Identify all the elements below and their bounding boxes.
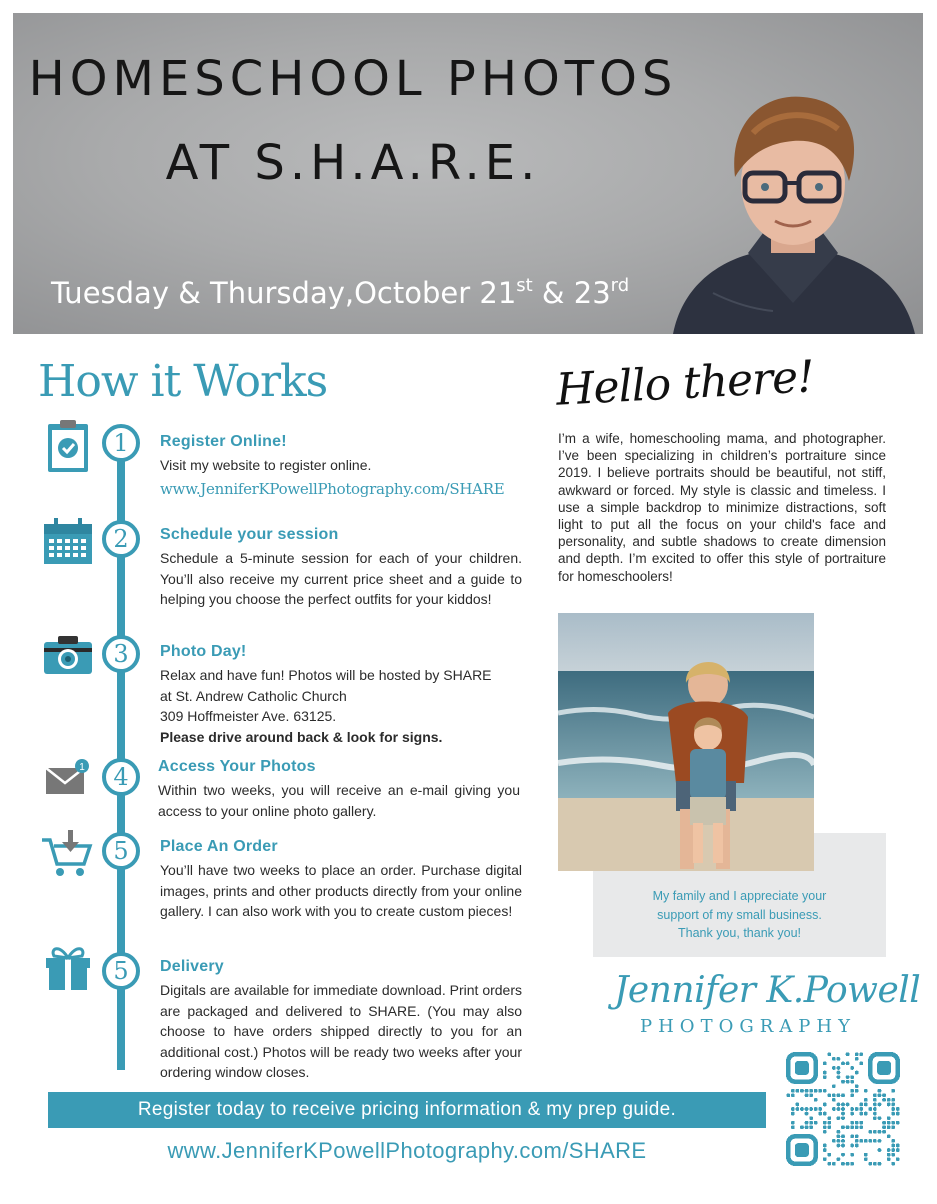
- qr-module: [869, 1162, 873, 1166]
- mail-notification-icon: [40, 752, 96, 808]
- brand-subtitle: PHOTOGRAPHY: [640, 1016, 856, 1037]
- qr-module: [823, 1144, 827, 1148]
- qr-module: [891, 1125, 895, 1129]
- qr-module: [814, 1107, 818, 1111]
- qr-module: [896, 1112, 900, 1116]
- qr-module: [873, 1098, 877, 1102]
- step-text: Visit my website to register online.: [160, 457, 372, 473]
- register-cta-banner: Register today to receive pricing information & my prep guide.: [48, 1092, 766, 1128]
- qr-module: [823, 1130, 827, 1134]
- qr-module: [832, 1162, 836, 1166]
- qr-module: [809, 1125, 813, 1129]
- event-date: Tuesday & Thursday,October 21st & 23rd: [51, 275, 630, 310]
- step-place-order: [160, 838, 522, 922]
- qr-module: [846, 1125, 850, 1129]
- qr-module: [846, 1162, 850, 1166]
- qr-module: [823, 1062, 827, 1066]
- qr-module: [800, 1089, 804, 1093]
- step-access-photos: [158, 758, 520, 821]
- qr-module: [846, 1062, 850, 1066]
- qr-module: [827, 1121, 831, 1125]
- qr-module: [823, 1075, 827, 1079]
- qr-module: [814, 1121, 818, 1125]
- qr-module: [855, 1144, 859, 1148]
- qr-module: [855, 1107, 859, 1111]
- qr-module: [837, 1139, 841, 1143]
- gift-icon: [40, 938, 96, 994]
- qr-module: [805, 1107, 809, 1111]
- qr-module: [805, 1112, 809, 1116]
- qr-module: [823, 1071, 827, 1075]
- qr-module: [832, 1098, 836, 1102]
- qr-module: [850, 1144, 854, 1148]
- qr-module: [823, 1148, 827, 1152]
- notification-badge: 1: [79, 762, 85, 773]
- qr-module: [827, 1116, 831, 1120]
- qr-module: [841, 1139, 845, 1143]
- qr-module: [878, 1089, 882, 1093]
- qr-module: [841, 1162, 845, 1166]
- qr-module: [832, 1139, 836, 1143]
- venue-address: 309 Hoffmeister Ave. 63125.: [160, 708, 337, 724]
- qr-module: [896, 1121, 900, 1125]
- qr-module: [832, 1057, 836, 1061]
- qr-module: [891, 1162, 895, 1166]
- step-number-5: 5: [102, 832, 140, 870]
- qr-module: [878, 1139, 882, 1143]
- brand-signature: Jennifer K.Powell: [614, 970, 921, 1011]
- qr-module: [841, 1125, 845, 1129]
- qr-module: [869, 1130, 873, 1134]
- hello-greeting: Hello there!: [554, 351, 816, 416]
- qr-module: [873, 1107, 877, 1111]
- qr-module: [891, 1153, 895, 1157]
- qr-module: [837, 1135, 841, 1139]
- qr-module: [882, 1130, 886, 1134]
- qr-module: [896, 1107, 900, 1111]
- qr-module: [841, 1112, 845, 1116]
- qr-module: [850, 1089, 854, 1093]
- qr-module: [882, 1121, 886, 1125]
- how-it-works-heading: How it Works: [38, 356, 328, 407]
- qr-module: [873, 1103, 877, 1107]
- qr-module: [805, 1089, 809, 1093]
- step-number-1: 1: [102, 424, 140, 462]
- family-beach-photo: [558, 613, 814, 871]
- qr-module: [786, 1093, 790, 1097]
- qr-module: [846, 1103, 850, 1107]
- qr-module: [818, 1107, 822, 1111]
- qr-module: [873, 1162, 877, 1166]
- qr-module: [887, 1098, 891, 1102]
- qr-module: [859, 1062, 863, 1066]
- qr-module: [864, 1103, 868, 1107]
- step-number-2: 2: [102, 520, 140, 558]
- qr-module: [855, 1121, 859, 1125]
- qr-module: [818, 1089, 822, 1093]
- clipboard-check-icon: [40, 418, 96, 474]
- qr-module: [837, 1116, 841, 1120]
- qr-module: [823, 1121, 827, 1125]
- qr-module: [887, 1121, 891, 1125]
- step-text: Digitals are available for immediate download. Print orders are packaged and delivered to SHARE. (You may also choose to have orders shipped directly to you for an additional cost.) Photos will be ready two weeks after your ordering window closes.: [160, 982, 522, 1080]
- qr-module: [818, 1112, 822, 1116]
- qr-module: [805, 1125, 809, 1129]
- qr-module: [873, 1112, 877, 1116]
- qr-module: [864, 1157, 868, 1161]
- qr-module: [859, 1103, 863, 1107]
- qr-module: [846, 1075, 850, 1079]
- qr-module: [896, 1148, 900, 1152]
- step-title: Schedule your session: [160, 526, 339, 543]
- qr-module: [859, 1125, 863, 1129]
- qr-module: [814, 1089, 818, 1093]
- qr-module: [859, 1052, 863, 1056]
- qr-module: [809, 1107, 813, 1111]
- qr-module: [891, 1107, 895, 1111]
- qr-module: [887, 1116, 891, 1120]
- qr-module: [878, 1116, 882, 1120]
- qr-module: [850, 1093, 854, 1097]
- qr-module: [855, 1125, 859, 1129]
- qr-module: [823, 1157, 827, 1161]
- qr-module: [850, 1080, 854, 1084]
- qr-module: [891, 1144, 895, 1148]
- qr-module: [837, 1071, 841, 1075]
- step-text: Schedule a 5-minute session for each of your children. You’ll also receive my current price sheet and a guide to helping you choose the perfect outfits for your kiddos!: [160, 550, 522, 607]
- qr-module: [887, 1157, 891, 1161]
- qr-module: [891, 1148, 895, 1152]
- step-title: Place An Order: [160, 838, 278, 855]
- qr-module: [850, 1125, 854, 1129]
- qr-module: [791, 1093, 795, 1097]
- qr-module: [841, 1144, 845, 1148]
- qr-module: [809, 1121, 813, 1125]
- qr-module: [791, 1125, 795, 1129]
- qr-module: [846, 1052, 850, 1056]
- qr-module: [809, 1093, 813, 1097]
- qr-module: [882, 1125, 886, 1129]
- qr-module: [859, 1112, 863, 1116]
- step-title: Delivery: [160, 958, 224, 975]
- register-link[interactable]: www.JenniferKPowellPhotography.com/SHARE: [160, 479, 505, 498]
- qr-module: [878, 1130, 882, 1134]
- qr-module: [809, 1089, 813, 1093]
- step-number-6: 5: [102, 952, 140, 990]
- qr-module: [864, 1089, 868, 1093]
- qr-module: [823, 1112, 827, 1116]
- qr-module: [869, 1139, 873, 1143]
- child-portrait-image: [653, 73, 923, 334]
- qr-module: [827, 1093, 831, 1097]
- qr-module: [832, 1084, 836, 1088]
- qr-module: [855, 1071, 859, 1075]
- qr-module: [855, 1135, 859, 1139]
- qr-module: [827, 1153, 831, 1157]
- qr-module: [864, 1153, 868, 1157]
- qr-module: [832, 1093, 836, 1097]
- qr-module: [837, 1130, 841, 1134]
- qr-module: [837, 1093, 841, 1097]
- qr-module: [796, 1103, 800, 1107]
- step-schedule-session: [160, 526, 522, 610]
- qr-module: [891, 1112, 895, 1116]
- qr-module: [887, 1125, 891, 1129]
- qr-module: [841, 1103, 845, 1107]
- qr-module: [841, 1135, 845, 1139]
- qr-module: [837, 1107, 841, 1111]
- qr-module: [855, 1052, 859, 1056]
- qr-module: [846, 1080, 850, 1084]
- footer-website-link[interactable]: www.JenniferKPowellPhotography.com/SHARE: [167, 1138, 647, 1163]
- qr-module: [837, 1057, 841, 1061]
- step-photo-day: [160, 643, 522, 747]
- title-line-2: AT S.H.A.R.E.: [165, 135, 541, 191]
- title-line-1: HOMESCHOOL PHOTOS: [28, 51, 678, 107]
- qr-module: [805, 1121, 809, 1125]
- qr-module: [850, 1075, 854, 1079]
- qr-module: [864, 1139, 868, 1143]
- qr-module: [791, 1107, 795, 1111]
- qr-module: [841, 1153, 845, 1157]
- qr-module: [800, 1125, 804, 1129]
- qr-module: [841, 1116, 845, 1120]
- camera-icon: [40, 628, 96, 684]
- qr-module: [837, 1157, 841, 1161]
- qr-module: [827, 1052, 831, 1056]
- step-delivery: [160, 958, 522, 1083]
- qr-module: [832, 1107, 836, 1111]
- qr-module: [827, 1125, 831, 1129]
- caption-text: My family and I appreciate your support of my small business. Thank you, thank you!: [652, 889, 827, 940]
- qr-module: [887, 1148, 891, 1152]
- qr-module: [796, 1089, 800, 1093]
- qr-module: [850, 1066, 854, 1070]
- qr-module: [841, 1062, 845, 1066]
- qr-module: [841, 1080, 845, 1084]
- header-banner: [13, 13, 923, 334]
- qr-module: [855, 1139, 859, 1143]
- qr-module: [809, 1116, 813, 1120]
- qr-module: [887, 1103, 891, 1107]
- qr-module: [841, 1093, 845, 1097]
- qr-module: [878, 1148, 882, 1152]
- qr-module: [841, 1107, 845, 1111]
- qr-module: [873, 1130, 877, 1134]
- qr-module: [878, 1093, 882, 1097]
- step-text: You’ll have two weeks to place an order. Purchase digital images, prints and other products directly from your online gallery. I can also work with you to create custom pieces!: [160, 862, 522, 919]
- qr-module: [827, 1162, 831, 1166]
- qr-module: [896, 1144, 900, 1148]
- qr-module: [891, 1089, 895, 1093]
- qr-module: [891, 1103, 895, 1107]
- qr-module: [855, 1084, 859, 1088]
- qr-module: [864, 1112, 868, 1116]
- qr-module: [805, 1093, 809, 1097]
- qr-module: [887, 1135, 891, 1139]
- qr-module: [850, 1153, 854, 1157]
- qr-module: [878, 1162, 882, 1166]
- qr-module: [859, 1139, 863, 1143]
- qr-module: [850, 1135, 854, 1139]
- qr-module: [873, 1116, 877, 1120]
- qr-module: [791, 1121, 795, 1125]
- qr-module: [855, 1089, 859, 1093]
- calendar-icon: [40, 514, 96, 570]
- qr-module: [887, 1153, 891, 1157]
- qr-module: [837, 1103, 841, 1107]
- qr-code[interactable]: [786, 1052, 900, 1166]
- qr-module: [855, 1057, 859, 1061]
- step-text-line: Relax and have fun! Photos will be hosted by SHARE: [160, 667, 492, 683]
- qr-module: [850, 1162, 854, 1166]
- venue-name: at St. Andrew Catholic Church: [160, 687, 347, 704]
- qr-module: [873, 1093, 877, 1097]
- qr-module: [859, 1107, 863, 1111]
- qr-module: [796, 1107, 800, 1111]
- step-number-3: 3: [102, 635, 140, 673]
- qr-module: [837, 1075, 841, 1079]
- step-title: Register Online!: [160, 433, 287, 450]
- qr-module: [882, 1093, 886, 1097]
- qr-module: [850, 1107, 854, 1111]
- qr-module: [891, 1139, 895, 1143]
- qr-module: [896, 1157, 900, 1161]
- qr-module: [878, 1103, 882, 1107]
- qr-module: [859, 1121, 863, 1125]
- about-text: I’m a wife, homeschooling mama, and photographer. I’ve been specializing in children’s portraiture since 2019. I believe portraits should be beautiful, not stiff, awkward or forced. My style is classic and timeless. I use a simple backdrop to minimize distractions, soft light to put all the focus on your child's face and personality, and subtle shadows to create dimension and depth. I’m excited to offer this style of portraiture for homeschoolers!: [558, 431, 886, 584]
- qr-module: [837, 1066, 841, 1070]
- qr-module: [891, 1121, 895, 1125]
- step-text: Within two weeks, you will receive an e-mail giving you access to your online photo gallery.: [158, 782, 520, 819]
- step-register-online: [160, 433, 522, 498]
- qr-module: [891, 1098, 895, 1102]
- step-title: Access Your Photos: [158, 758, 316, 775]
- step-number-4: 4: [102, 758, 140, 796]
- qr-module: [791, 1089, 795, 1093]
- qr-module: [832, 1066, 836, 1070]
- qr-module: [823, 1125, 827, 1129]
- qr-module: [850, 1112, 854, 1116]
- shopping-cart-icon: [40, 828, 96, 884]
- qr-module: [873, 1139, 877, 1143]
- qr-module: [864, 1098, 868, 1102]
- step-title: Photo Day!: [160, 643, 247, 660]
- qr-module: [823, 1089, 827, 1093]
- parking-note: Please drive around back & look for signs.: [160, 728, 443, 745]
- qr-module: [882, 1098, 886, 1102]
- qr-module: [800, 1107, 804, 1111]
- qr-module: [814, 1098, 818, 1102]
- qr-module: [869, 1107, 873, 1111]
- qr-module: [837, 1144, 841, 1148]
- qr-module: [823, 1103, 827, 1107]
- qr-module: [850, 1121, 854, 1125]
- qr-module: [791, 1112, 795, 1116]
